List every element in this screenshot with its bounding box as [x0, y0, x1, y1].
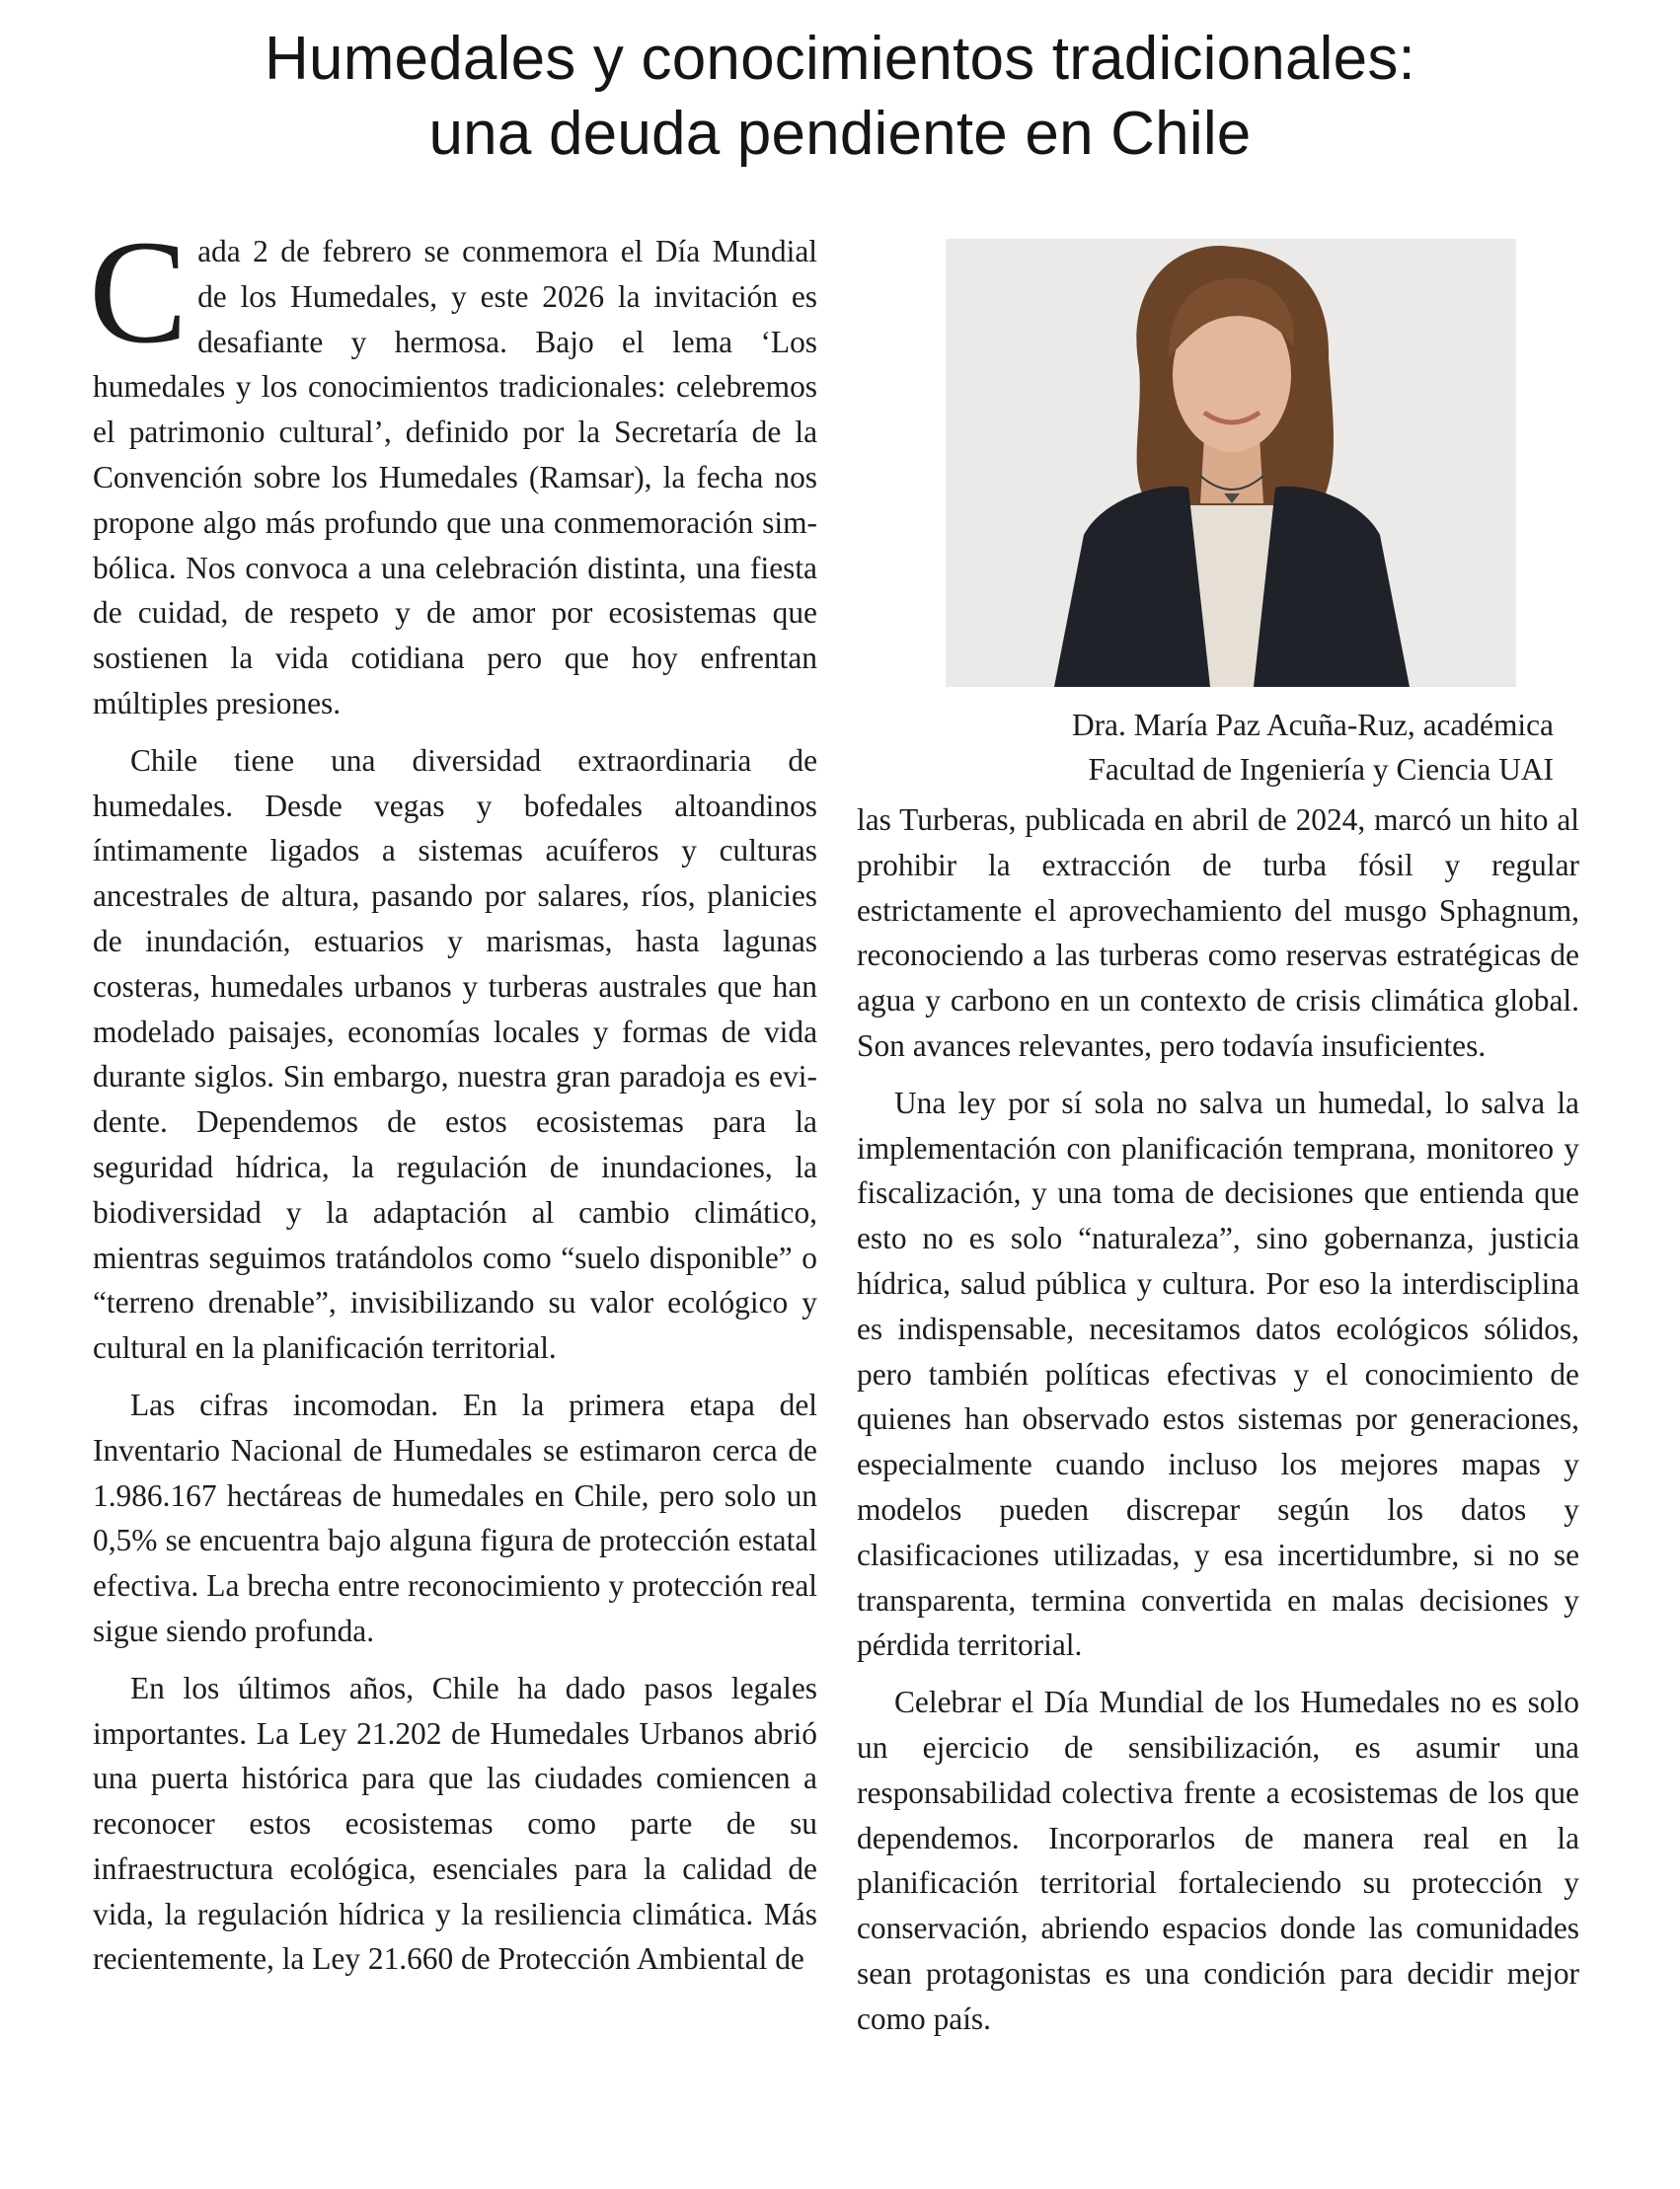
author-photo	[946, 239, 1516, 687]
right-column	[857, 797, 1579, 2054]
paragraph-6: Una ley por sí sola no salva un humedal, lo salva la implementación con planificación temprana, monitoreo y fiscalización, y una toma de decisiones que entienda que esto no es solo “naturaleza”, sino gobernanza, justicia hídrica, salud pública y cultura. Por eso la interdisciplina es indispensable, necesitamos datos ecológicos sólidos, pero también políticas efectivas y el conocimiento de quienes han observado estos sistemas por generaciones, especialmente cuando incluso los mejores mapas y modelos pueden discrepar según los datos y clasificaciones utilizadas, y esa incertidumbre, si no se transparenta, termina convertida en malas decisiones y pérdida territorial.	[857, 1085, 1579, 1663]
left-column	[89, 210, 817, 1994]
paragraph-1	[89, 210, 817, 726]
paragraph-2: Chile tiene una diversidad extraordinaria de humedales. Desde vegas y bofedales altoandinos íntimamente ligados a sistemas acuíferos y culturas ancestrales de altura, pasando por salares, ríos, planicies de inundación, estuarios y marismas, hasta lagunas costeras, humedales urbanos y turberas australes que han modelado paisajes, economías locales y formas de vida durante siglos. Sin embargo, nuestra gran paradoja es evidente. Dependemos de estos ecosistemas para la seguridad hídrica, la regulación de inundaciones, la biodiversidad y la adaptación al cambio climático, mientras seguimos tratándolos como “suelo disponible” o “terreno drenable”, invisibilizando su valor ecológico y cultural en la planificación territorial.	[93, 742, 817, 1366]
headline-line-1: Humedales y conocimientos tradicionales:	[265, 25, 1415, 93]
portrait-illustration	[946, 239, 1516, 687]
paragraph-1-text: ada 2 de febrero se conmemora el Día Mundial de los Humedales, y este 2026 la invitación es desafiante y hermosa. Bajo el lema ‘Los humedales y los conocimientos tradicionales: celebremos el patrimonio cultural’, definido por la Secretaría de la Convención sobre los Humedales (Ramsar), la fecha nos propone algo más profundo que una conmemoración simbólica. Nos convoca a una celebración distinta, una fiesta de cuidad, de respeto y de amor por ecosistemas que sostienen la vida cotidiana pero que hoy enfrentan múltiples presiones.	[93, 234, 817, 720]
drop-cap: C	[89, 210, 189, 374]
article-headline	[0, 22, 1680, 172]
paragraph-4: En los últimos años, Chile ha dado pasos legales importantes. La Ley 21.202 de Humedales Urbanos abrió una puerta histórica para que las ciudades comiencen a reconocer estos ecosistemas como parte de su infraestructura ecológica, esenciales para la calidad de vida, la regulación hídrica y la resiliencia climática. Más recientemente, la Ley 21.660 de Protección Ambiental de	[93, 1670, 817, 1977]
paragraph-3: Las cifras incomodan. En la primera etapa del Inventario Nacional de Humedales se estimaron cerca de 1.986.167 hectáreas de humedales en Chile, pero solo un 0,5% se encuentra bajo alguna figura de protección estatal efectiva. La brecha entre reconocimiento y protección real sigue siendo profunda.	[93, 1387, 817, 1648]
paragraph-5: las Turberas, publicada en abril de 2024, marcó un hito al prohibir la extracción de turba fósil y regular estrictamente el aprovechamiento del musgo Sphagnum, reconociendo a las turberas como reservas estratégicas de agua y carbono en un contexto de crisis climática global. Son avances relevantes, pero todavía insuficientes.	[857, 802, 1579, 1063]
photo-caption	[857, 703, 1579, 792]
caption-line-1: Dra. María Paz Acuña-Ruz, académica	[1071, 708, 1554, 742]
caption-line-2: Facultad de Ingeniería y Ciencia UAI	[1088, 752, 1554, 787]
paragraph-7: Celebrar el Día Mundial de los Humedales no es solo un ejercicio de sensibilización, es asumir una responsabilidad colectiva frente a ecosistemas de los que dependemos. Incorporarlos de manera real en la planificación territorial fortaleciendo su protección y conservación, abriendo espacios donde las comunidades sean protagonistas es una condición para decidir mejor como país.	[857, 1685, 1579, 2036]
headline-line-2: una deuda pendiente en Chile	[428, 100, 1252, 168]
